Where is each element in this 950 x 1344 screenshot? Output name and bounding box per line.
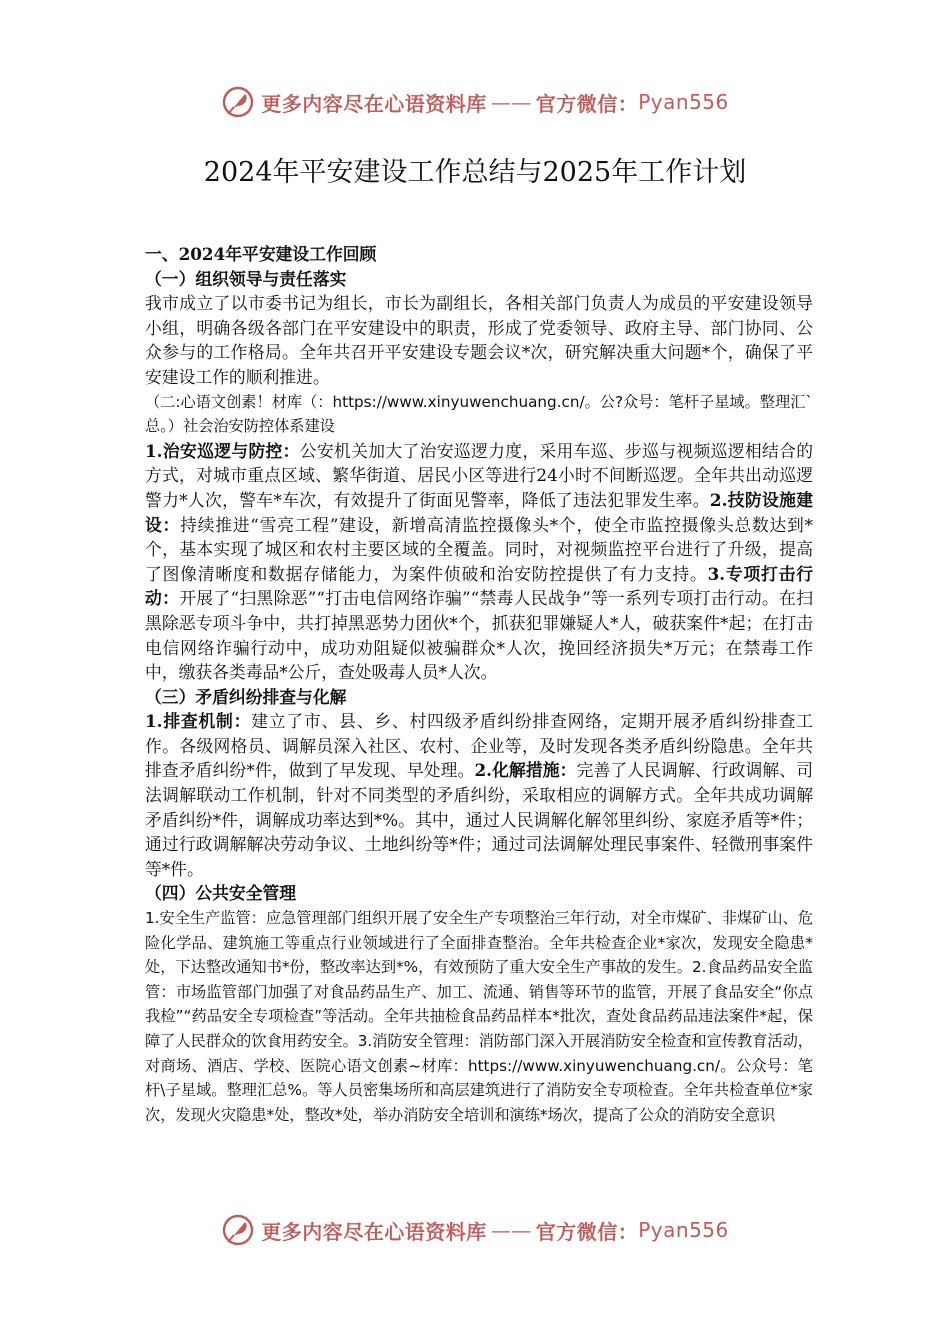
paragraph-public-safety: 1.安全生产监管：应急管理部门组织开展了安全生产专项整治三年行动，对全市煤矿、非煤矿山、危险化学品、建筑施工等重点行业领域进行了全面排查整治。全年共检查企业*家次，发现安全隐患*处，下达整改通知书*份，整改率达到*%，有效预防了重大安全生产事故的发生。2.食品药品安全监管：市场监管部门加强了对食品药品生产、加工、流通、销售等环节的监管，开展了食品安全“你点我检”“药品安全专项检查”等活动。全年共抽检食品药品样本*批次，查处食品药品违法案件*起，保障了人民群众的饮食用药安全。3.消防安全管理：消防部门深入开展消防安全检查和宣传教育活动，对商场、酒店、学校、医院心语文创素~材库：https://www.xinyuwenchuang.cn/。公众号：笔杆\子星域。整理汇总%。等人员密集场所和高层建筑进行了消防安全专项检查。全年共检查单位*家次，发现火灾隐患*处，整改*处，举办消防安全培训和演练*场次，提高了公众的消防安全意识 [145,909,813,1124]
document-title: 2024年平安建设工作总结与2025年工作计划 [203,157,747,188]
item-label: 2.技防设施建设： [145,489,813,535]
item-text: 开展了“扫黑除恶”“打击电信网络诈骗”“禁毒人民战争”等一系列专项打击行动。在扫黑除恶专项斗争中，共打掉黑恶势力团伙*个，抓获犯罪嫌疑人*人，破获案件*起；在打击电信网络诈骗行动中，成功劝阻疑似被骗群众*人次，挽回经济损失*万元；在禁毒工作中，缴获各类毒品*公斤，查处吸毒人员*人次。 [145,588,813,683]
item-text: 建立了市、县、乡、村四级矛盾纠纷排查网络，定期开展矛盾纠纷排查工作。各级网格员、调解员深入社区、农村、企业等，及时发现各类矛盾纠纷隐患。全年共排查矛盾纠纷*件，做到了早发现、早处理。 [145,711,813,781]
banner-separator: —— [490,1218,532,1242]
quill-logo-icon [221,1213,255,1247]
paragraph-public-security [145,439,813,685]
subsection-heading-1: （一）组织领导与责任落实 [145,268,347,289]
item-text: 公安机关加大了治安巡逻力度，采用车巡、步巡与视频巡逻相结合的方式，对城市重点区域、繁华街道、居民小区等进行24小时不间断巡逻。全年共出动巡逻警力*人次，警车*车次，有效提升了街面见警率，降低了违法犯罪发生率。 [145,440,813,510]
quill-logo-icon [221,85,255,119]
item-label: 3.专项打击行动： [145,563,813,609]
banner-wechat-label: 官方微信： [535,1219,639,1244]
subsection-heading-2: （二:心语文创素！材库（：https://www.xinyuwenchuang.cn/。公?众号：笔杆子星域。整理汇`总。）社会治安防控体系建设 [145,392,813,436]
item-text: 持续推进“雪亮工程”建设，新增高清监控摄像头*个，使全市监控摄像头总数达到*个，基本实现了城区和农村主要区域的全覆盖。同时，对视频监控平台进行了升级，提高了图像清晰度和数据存储能力，为案件侦破和治安防控提供了有力支持。 [145,514,813,584]
banner-wechat-label: 官方微信： [535,91,639,116]
banner-brand: 更多内容尽在心语资料库 [261,91,487,116]
footer-banner [0,1210,950,1250]
banner-brand: 更多内容尽在心语资料库 [261,1219,487,1244]
banner-wechat-id: Pyan556 [638,1218,729,1242]
subsection-heading-3: （三）矛盾纠纷排查与化解 [145,686,347,707]
paragraph-organization: 我市成立了以市委书记为组长，市长为副组长，各相关部门负责人为成员的平安建设领导小组，明确各级各部门在平安建设中的职责，形成了党委领导、政府主导、部门协同、公众参与的工作格局。全年共召开平安建设专题会议*次，研究解决重大问题*个，确保了平安建设工作的顺利推进。 [145,293,813,387]
item-label: 2.化解措施： [474,760,577,781]
document-body [145,242,813,1127]
subsection-heading-4: （四）公共安全管理 [145,883,297,904]
item-text: 完善了人民调解、行政调解、司法调解联动工作机制，针对不同类型的矛盾纠纷，采取相应的调解方式。全年共成功调解矛盾纠纷*件，调解成功率达到*%。其中，通过人民调解化解邻里纠纷、家庭矛盾等*件；通过行政调解解决劳动争议、土地纠纷等*件；通过司法调解处理民事案件、轻微刑事案件等*件。 [145,760,813,879]
item-label: 1.治安巡逻与防控： [145,440,300,461]
item-label: 1.排查机制： [145,711,252,732]
banner-separator: —— [490,90,532,114]
paragraph-disputes [145,709,813,881]
section-heading: 一、2024年平安建设工作回顾 [145,244,377,264]
header-banner [0,82,950,122]
banner-wechat-id: Pyan556 [638,90,729,114]
